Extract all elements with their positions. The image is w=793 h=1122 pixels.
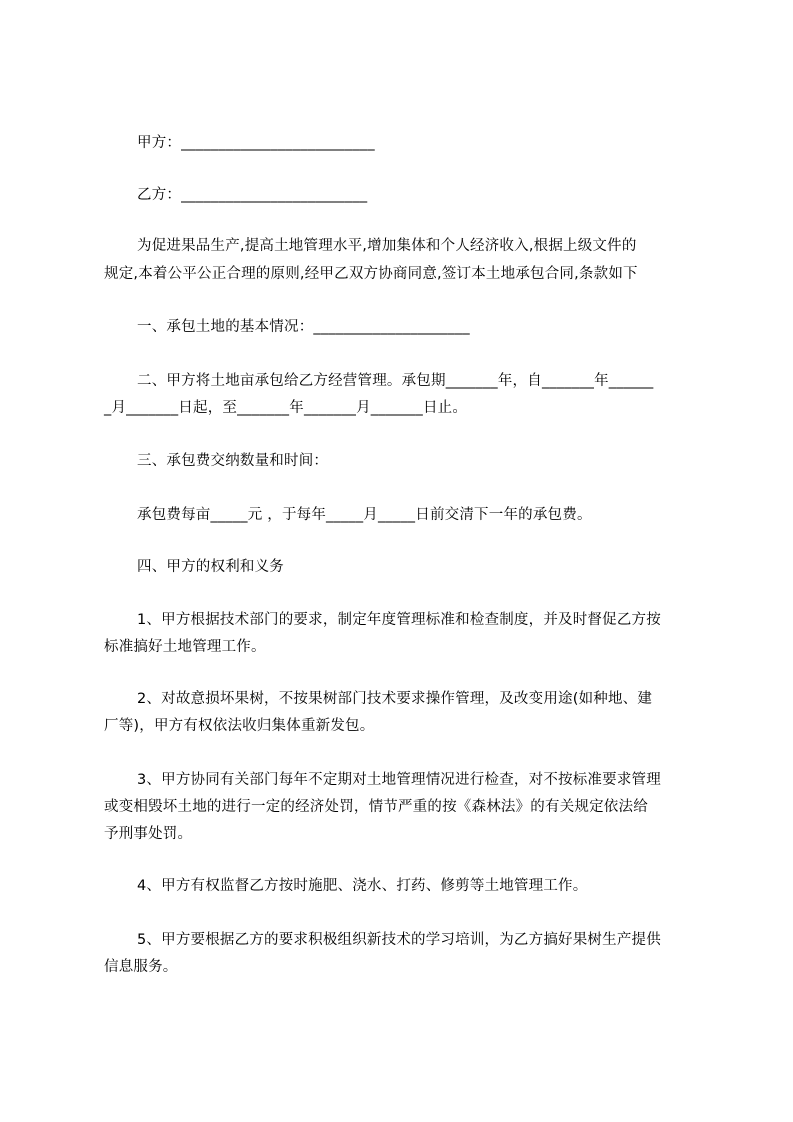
section-2-line-1: 二、甲方将土地亩承包给乙方经营管理。承包期_______年，自_______年______: [137, 373, 654, 389]
section-3-heading: 三、承包费交纳数量和时间：: [137, 453, 329, 469]
item-1-line-2: 标准搞好土地管理工作。: [104, 639, 266, 655]
party-a-line: 甲方：__________________________: [137, 135, 375, 151]
section-3-body: 承包费每亩_____元 ，于每年_____月_____日前交清下一年的承包费。: [137, 507, 592, 523]
item-1-line-1: 1、甲方根据技术部门的要求，制定年度管理标准和检查制度，并及时督促乙方按: [137, 612, 661, 628]
item-5-line-2: 信息服务。: [104, 959, 178, 975]
section-2-line-2: _月_______日起，至_______年_______月_______日止。: [104, 400, 468, 416]
item-2-line-1: 2、对故意损坏果树，不按果树部门技术要求操作管理，及改变用途(如种地、建: [137, 691, 653, 707]
intro-line-1: 为促进果品生产,提高土地管理水平,增加集体和个人经济收入,根据上级文件的: [137, 238, 637, 254]
section-4-heading: 四、甲方的权利和义务: [137, 559, 284, 575]
item-2-line-2: 厂等)，甲方有权依法收归集体重新发包。: [104, 718, 375, 734]
item-4-line: 4、甲方有权监督乙方按时施肥、浇水、打药、修剪等土地管理工作。: [137, 878, 588, 894]
item-3-line-3: 予刑事处罚。: [104, 826, 193, 842]
section-1-heading: 一、承包土地的基本情况：_____________________: [137, 319, 470, 335]
item-5-line-1: 5、甲方要根据乙方的要求积极组织新技术的学习培训，为乙方搞好果树生产提供: [137, 932, 661, 948]
intro-line-2: 规定,本着公平公正合理的原则,经甲乙双方协商同意,签订本土地承包合同,条款如下: [104, 266, 638, 282]
item-3-line-2: 或变相毁坏土地的进行一定的经济处罚，情节严重的按《森林法》的有关规定依法给: [104, 799, 648, 815]
party-b-line: 乙方：_________________________: [137, 187, 368, 203]
item-3-line-1: 3、甲方协同有关部门每年不定期对土地管理情况进行检查，对不按标准要求管理: [137, 772, 661, 788]
